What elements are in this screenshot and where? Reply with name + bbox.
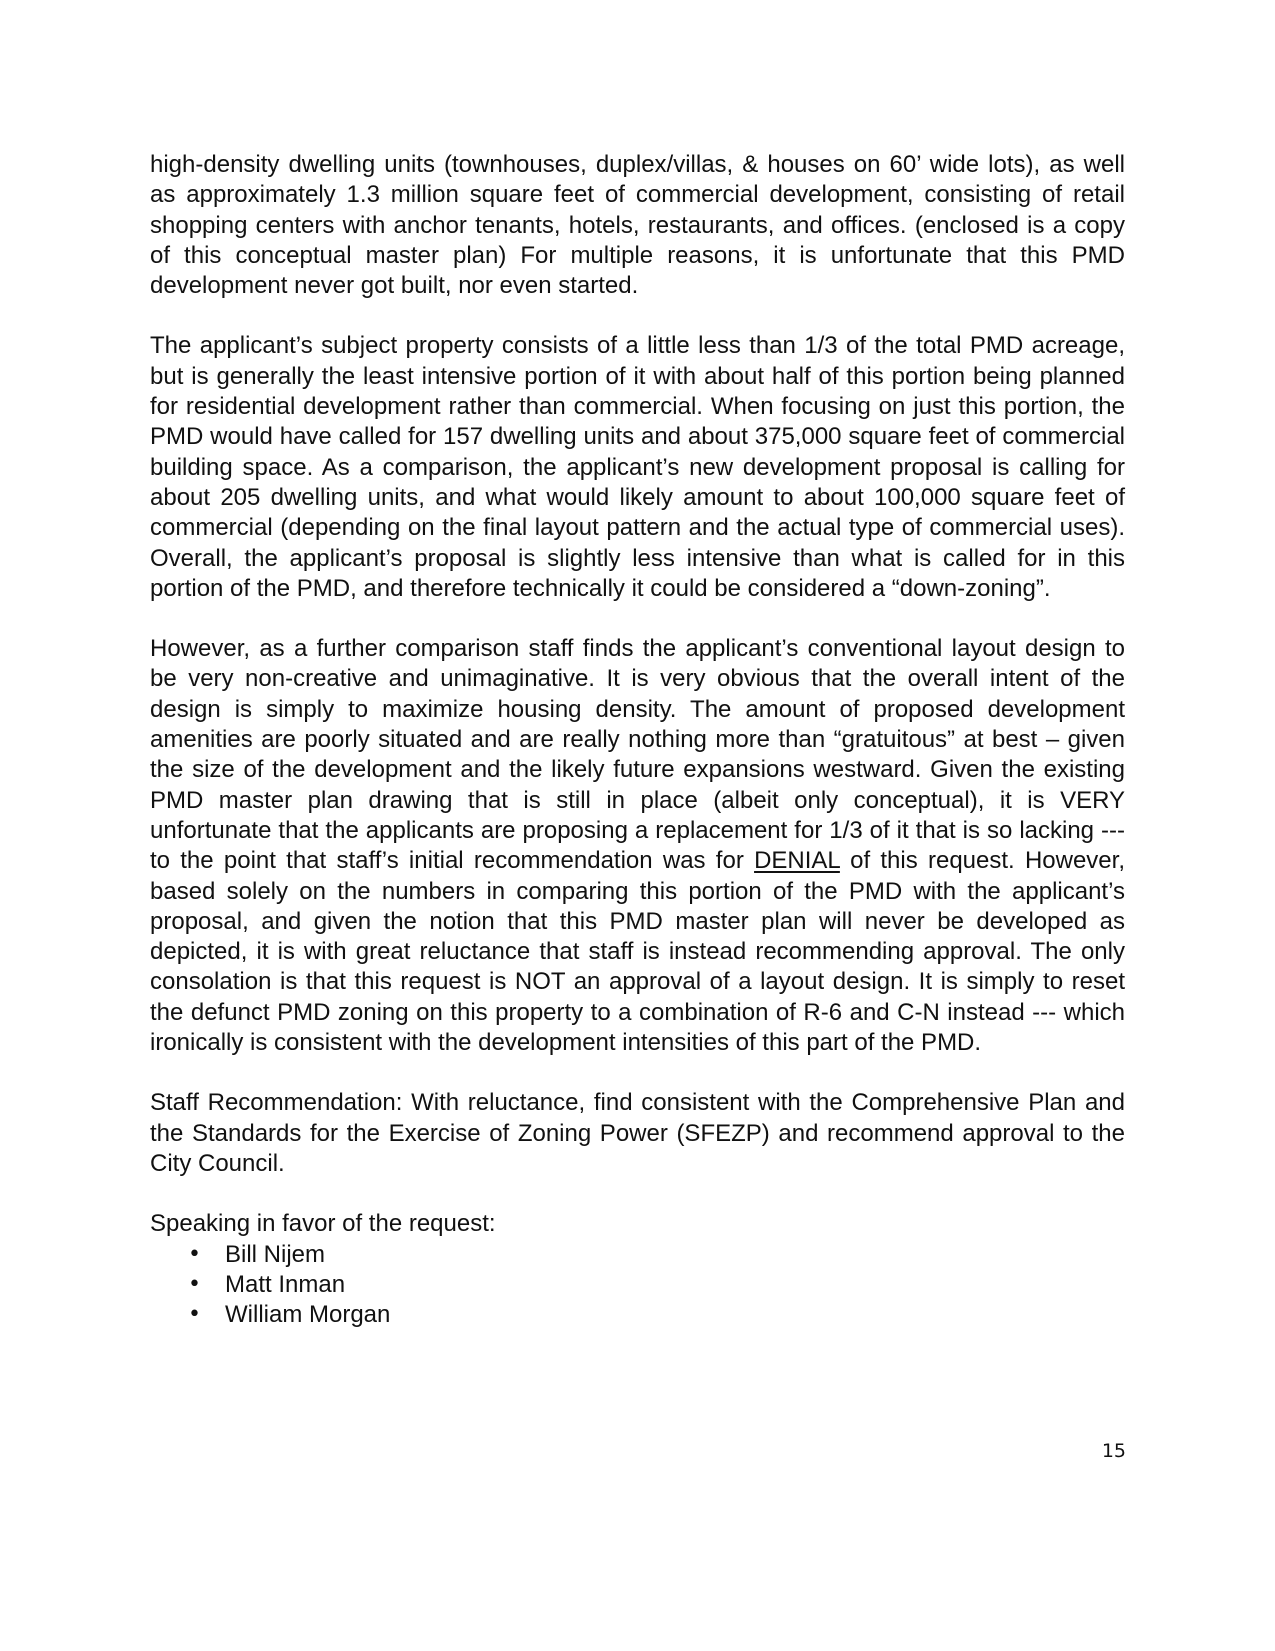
page-number: 15 [1101,1440,1126,1462]
paragraph-1: high-density dwelling units (townhouses, duplex/villas, & houses on 60’ wide lots), as well as approximately 1.3 million square feet of commercial development, consisting of retail shopping centers with anchor tenants, hotels, restaurants, and offices. (enclosed is a copy of this conceptual master plan) For multiple reasons, it is unfortunate that this PMD development never got built, nor even started. [150,151,1125,300]
speakers-heading: Speaking in favor of the request: [150,1210,496,1238]
list-item: • Matt Inman [150,1270,1125,1300]
paragraph-3-text-b: of this request. However, based solely on the numbers in comparing this portion of the PMD with the applicant’s proposal, and given the notion that this PMD master plan will never be developed as depicted, it is with great reluctance that staff is instead recommending approval. The only consolation is that this request is NOT an approval of a layout design. It is simply to reset the defunct PMD zoning on this property to a combination of R-6 and C-N instead --- which ironically is consistent with the development intensities of this part of the PMD. [150,847,1125,1057]
paragraph-2: The applicant’s subject property consists of a little less than 1/3 of the total PMD acreage, but is generally the least intensive portion of it with about half of this portion being planned for residential development rather than commercial. When focusing on just this portion, the PMD would have called for 157 dwelling units and about 375,000 square feet of commercial building space. As a comparison, the applicant’s new development proposal is calling for about 205 dwelling units, and what would likely amount to about 100,000 square feet of commercial (depending on the final layout pattern and the actual type of commercial uses). Overall, the applicant’s proposal is slightly less intensive than what is called for in this portion of the PMD, and therefore technically it could be considered a “down-zoning”. [150,332,1125,602]
denial-underlined: DENIAL [754,847,840,875]
list-item: • Bill Nijem [150,1240,1125,1270]
paragraph-3 [150,634,1125,1058]
speakers-list [150,1240,1125,1331]
document-body [150,150,1125,1330]
staff-recommendation: Staff Recommendation: With reluctance, find consistent with the Comprehensive Plan and the Standards for the Exercise of Zoning Power (SFEZP) and recommend approval to the City Council. [150,1089,1125,1177]
paragraph-3-text-a: However, as a further comparison staff finds the applicant’s conventional layout design to be very non-creative and unimaginative. It is very obvious that the overall intent of the design is simply to maximize housing density. The amount of proposed development amenities are poorly situated and are really nothing more than “gratuitous” at best – given the size of the development and the likely future expansions westward. Given the existing PMD master plan drawing that is still in place (albeit only conceptual), it is VERY unfortunate that the applicants are proposing a replacement for 1/3 of it that is so lacking --- to the point that staff’s initial recommendation was for [150,635,1125,875]
list-item: • William Morgan [150,1300,1125,1330]
